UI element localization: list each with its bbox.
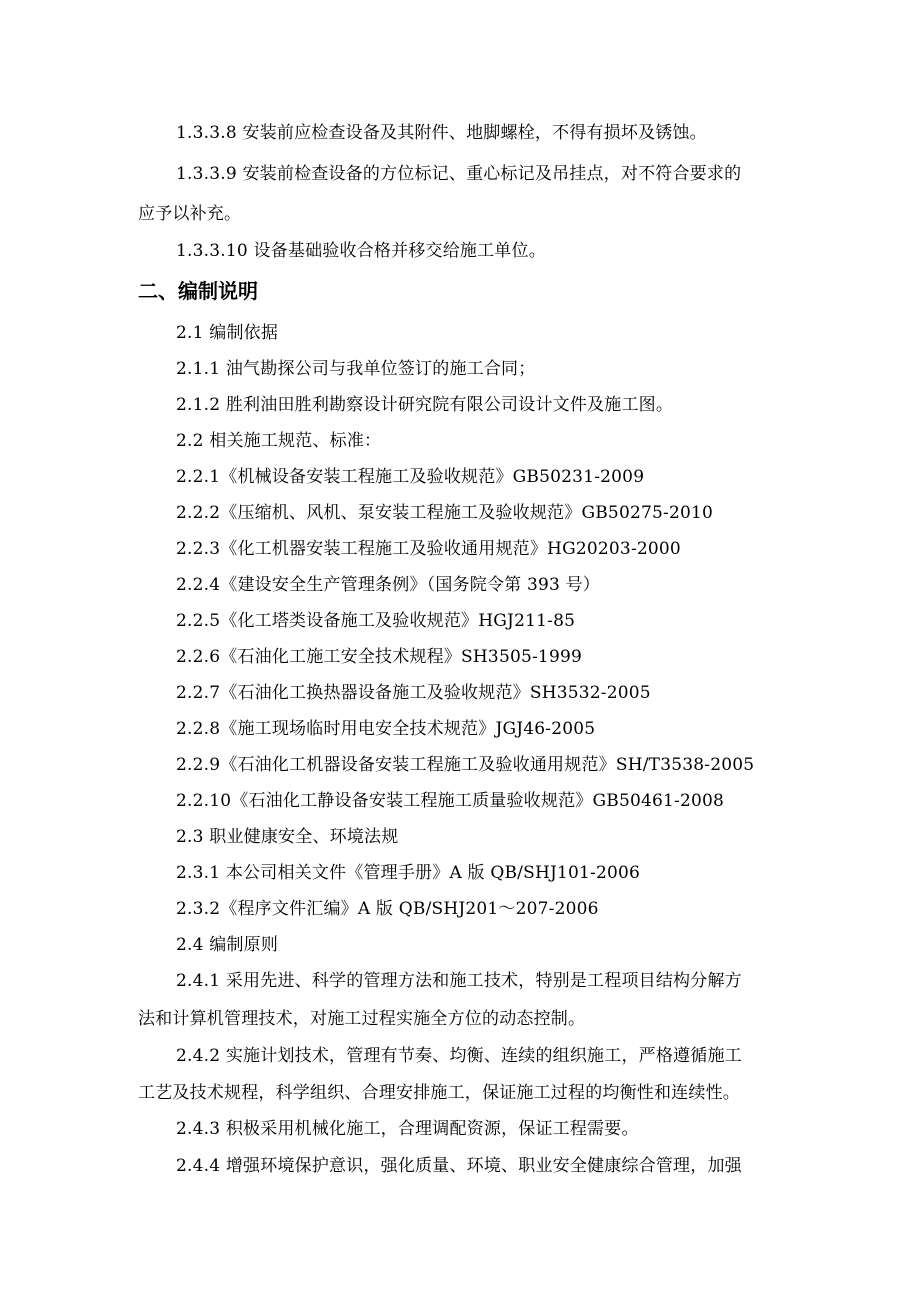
item-2-4-2-line2: 工艺及技术规程，科学组织、合理安排施工，保证施工过程的均衡性和连续性。: [138, 1083, 740, 1103]
item-2-3-1: 2.3.1 本公司相关文件《管理手册》A 版 QB/SHJ101-2006: [176, 863, 641, 883]
item-2-4-1-line2: 法和计算机管理技术，对施工过程实施全方位的动态控制。: [138, 1009, 586, 1029]
item-2-1-1: 2.1.1 油气勘探公司与我单位签订的施工合同；: [176, 359, 536, 379]
paragraph-1338: 1.3.3.8 安装前应检查设备及其附件、地脚螺栓，不得有损坏及锈蚀。: [176, 123, 707, 143]
item-2-4-4: 2.4.4 增强环境保护意识，强化质量、环境、职业安全健康综合管理，加强: [176, 1156, 742, 1176]
item-2-1-2: 2.1.2 胜利油田胜利勘察设计研究院有限公司设计文件及施工图。: [176, 395, 674, 415]
subsection-2-3: 2.3 职业健康安全、环境法规: [176, 827, 399, 847]
item-2-2-1: 2.2.1《机械设备安装工程施工及验收规范》GB50231-2009: [176, 467, 645, 487]
item-2-2-9: 2.2.9《石油化工机器设备安装工程施工及验收通用规范》SH/T3538-2005: [176, 755, 755, 775]
item-2-2-5: 2.2.5《化工塔类设备施工及验收规范》HGJ211-85: [176, 611, 576, 631]
subsection-2-1: 2.1 编制依据: [176, 323, 279, 343]
section-heading: 二、编制说明: [138, 279, 258, 303]
subsection-2-4: 2.4 编制原则: [176, 935, 279, 955]
paragraph-1339-line1: 1.3.3.9 安装前检查设备的方位标记、重心标记及吊挂点，对不符合要求的: [176, 164, 742, 184]
item-2-4-1-line1: 2.4.1 采用先进、科学的管理方法和施工技术，特别是工程项目结构分解方: [176, 971, 742, 991]
item-2-3-2: 2.3.2《程序文件汇编》A 版 QB/SHJ201～207-2006: [176, 899, 599, 919]
item-2-2-2: 2.2.2《压缩机、风机、泵安装工程施工及验收规范》GB50275-2010: [176, 503, 714, 523]
paragraph-1339-line2: 应予以补充。: [138, 204, 242, 224]
subsection-2-2: 2.2 相关施工规范、标准：: [176, 431, 382, 451]
item-2-2-7: 2.2.7《石油化工换热器设备施工及验收规范》SH3532-2005: [176, 683, 651, 703]
item-2-2-6: 2.2.6《石油化工施工安全技术规程》SH3505-1999: [176, 647, 582, 667]
item-2-2-10: 2.2.10《石油化工静设备安装工程施工质量验收规范》GB50461-2008: [176, 791, 725, 811]
item-2-2-4: 2.2.4《建设安全生产管理条例》（国务院令第 393 号）: [176, 575, 601, 595]
paragraph-13310: 1.3.3.10 设备基础验收合格并移交给施工单位。: [176, 241, 546, 261]
item-2-2-3: 2.2.3《化工机器安装工程施工及验收通用规范》HG20203-2000: [176, 539, 681, 559]
item-2-4-3: 2.4.3 积极采用机械化施工，合理调配资源，保证工程需要。: [176, 1119, 639, 1139]
item-2-4-2-line1: 2.4.2 实施计划技术，管理有节奏、均衡、连续的组织施工，严格遵循施工: [176, 1046, 742, 1066]
item-2-2-8: 2.2.8《施工现场临时用电安全技术规范》JGJ46-2005: [176, 719, 596, 739]
